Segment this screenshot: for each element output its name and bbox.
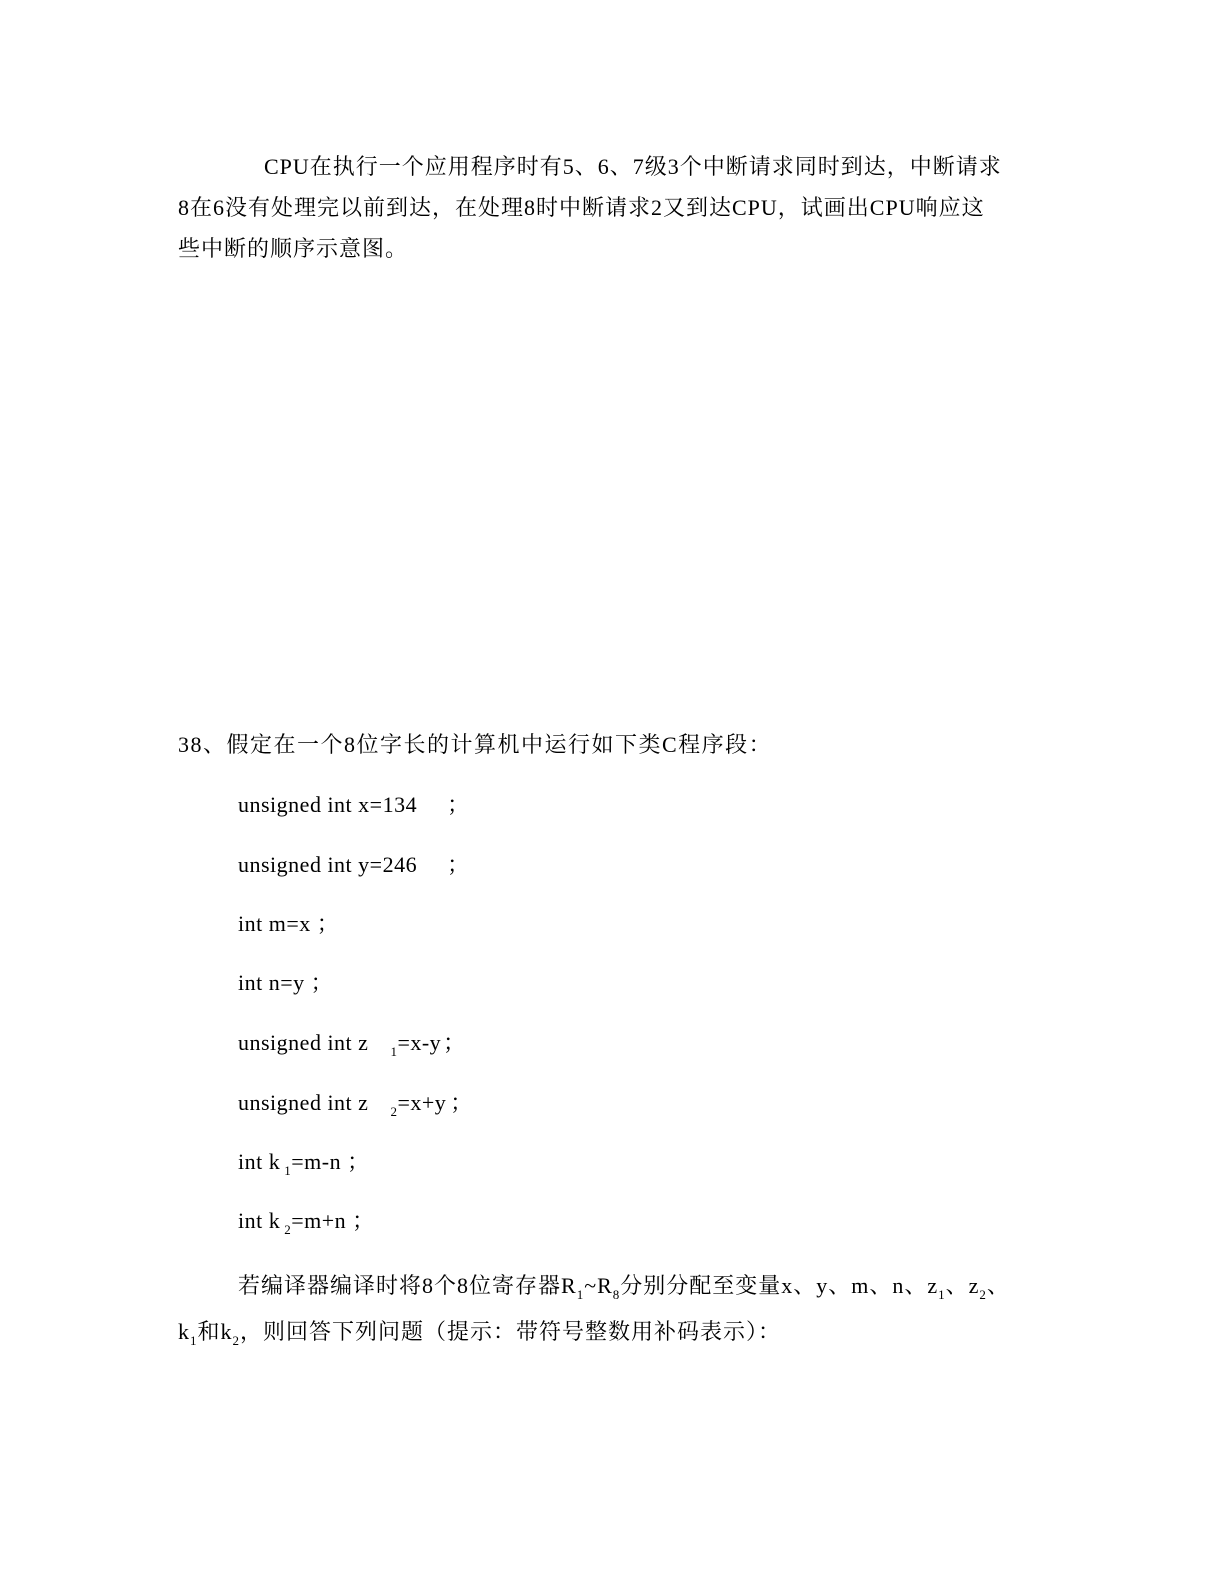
question-38-paragraph: 若编译器编译时将8个8位寄存器$R_1\sim R_8$分别分配至变量x、y、m、n、$z_1$、$z_2$、 $k_1$和$k_2$，则回答下列问题（提示：带符号整数用补码表示）： [178,1273,1010,1348]
q37-line-2: 8在6没有处理完以前到达，在处理8时中断请求2又到达CPU，试画出CPU响应这 [178,195,985,220]
code-line: unsigned int z $_1$=x-y； [238,1030,466,1059]
q37-line-1: CPU在执行一个应用程序时有5、6、7级3个中断请求同时到达，中断请求 [264,154,1002,179]
code-line: unsigned int y=246 ； [238,852,470,877]
code-line: unsigned int z $_2$=x+y ； [238,1090,473,1119]
code-line: int k $_1$=m-n ； [238,1149,370,1178]
q37-line-3: 些中断的顺序示意图。 [178,236,409,261]
question-38-heading: 38、假定在一个8位字长的计算机中运行如下类C程序段： [178,732,773,757]
code-line: unsigned int x=134 ； [238,792,470,817]
code-line: int n=y ； [238,970,334,995]
code-line: int m=x ； [238,911,340,936]
code-line: int k $_2$=m+n ； [238,1208,375,1237]
question-37-text [178,146,1048,269]
